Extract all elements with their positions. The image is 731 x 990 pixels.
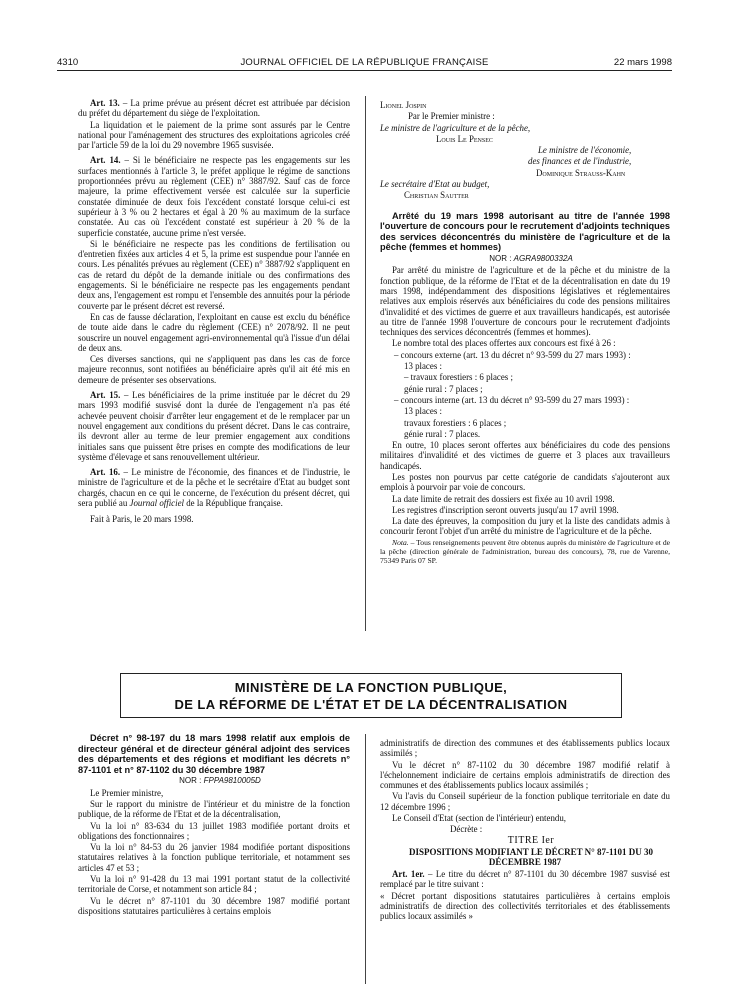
page-number: 4310 [57, 57, 79, 68]
titre-subheading: DISPOSITIONS MODIFIANT LE DÉCRET N° 87-1101 DU 30 DÉCEMBRE 1987 [408, 846, 654, 868]
header-rule [57, 70, 672, 71]
signatory-role-economie: Le ministre de l'économie, [538, 145, 632, 156]
decret-title: Décret n° 98-197 du 18 mars 1998 relatif aux emplois de directeur général et de directeur général adjoint des services des départements et des régions et modifiant les décrets n° 87-1101 et n° 87-1102 du 30 décembre 1987 [78, 733, 350, 775]
column-top-right [380, 100, 670, 566]
art15-paragraph: Art. 15. – Les bénéficiaires de la prime instituée par le décret du 29 mars 1993 modifié susvisé dont la durée de l'engagement n'a pas été achevée peuvent choisir d'arrêter leur engagement et de le remplacer par un nouvel engagement aux conditions du présent décret. Dans le cas contraire, ils devront aller au terme de leur premier engagement aux conditions initiales sans que puissent être prises en compte des modifications de leur système d'élevage et sans renouvellement ultérieur. [78, 390, 350, 462]
arrete-paragraph-3: En outre, 10 places seront offertes aux bénéficiaires du code des pensions militaires d'invalidité et des victimes de guerre et 3 places aux travailleurs handicapés. [380, 440, 670, 471]
art14-paragraph-4: Ces diverses sanctions, qui ne s'appliquent pas dans les cas de force majeure reconnus, sont notifiées au bénéficiaire après qu'il ait été mis en demeure de présenter ses observations. [78, 354, 350, 385]
arrete-list-item: génie rural : 7 places ; [404, 383, 483, 394]
signature-block [380, 100, 670, 201]
signatory-agriculture: Louis Le Pensec [436, 133, 493, 144]
ministry-banner-line-2: DE LA RÉFORME DE L'ÉTAT ET DE LA DÉCENTRALISATION [174, 697, 568, 712]
decrete: Décrète : [450, 824, 483, 835]
art13-paragraph-2: La liquidation et le paiement de la prime sont assurés par le Centre national pour l'aménagement des structures des exploitations agricoles créé par l'article 59 de la loi du 29 novembre 1965 susvisée. [78, 119, 350, 151]
fait-a-paris: Fait à Paris, le 20 mars 1998. [90, 514, 194, 525]
decret-visa: Vu le décret n° 87-1101 du 30 décembre 1987 modifié portant dispositions statutaires particulières à certains emplois [78, 895, 350, 916]
column-bottom-left [78, 733, 350, 917]
art16-paragraph: Art. 16. – Le ministre de l'économie, des finances et de l'industrie, le ministre de l'agriculture et de la pêche et le secrétaire d'Etat au budget sont chargés, chacun en ce qui le concerne, de l'exécution du présent décret, qui sera publié au Journal officiel de la République française. [78, 467, 350, 508]
decret-visa: Le Conseil d'Etat (section de l'intérieur) entendu, [392, 813, 566, 824]
page-header [57, 57, 672, 71]
art14-paragraph-2: Si le bénéficiaire ne respecte pas les conditions de fertilisation ou d'entretien fixées aux articles 4 et 5, la prime est suspendue pour l'année en cours. Les pénalités prévues au règlement (CEE) n° 3887/92 s'appliquent en cas de retard du dépôt de la demande initiale ou des confirmations des engagements. Si le bénéficiaire ne respecte pas les engagements pendant deux ans, l'engagement est rompu et l'ensemble des annuités pour la période couverte par le présent décret est reversé. [78, 238, 350, 311]
column-bottom-right [380, 738, 670, 922]
issue-date: 22 mars 1998 [613, 57, 672, 68]
arrete-list-item: – concours externe (art. 13 du décret n° 93-599 du 27 mars 1993) : [394, 349, 631, 360]
arrete-paragraph-2: Le nombre total des places offertes aux concours est fixé à 26 : [392, 338, 616, 349]
arrete-list-item: génie rural : 7 places. [404, 428, 481, 439]
decret-visa: Vu la loi n° 83-634 du 13 juillet 1983 modifiée portant droits et obligations des fonctionnaires ; [78, 820, 350, 841]
arrete-nota: Nota. – Tous renseignements peuvent être obtenus auprès du ministère de l'agriculture et de la pêche (direction générale de l'administration, bureau des concours), 78, rue de Varenne, 75349 Paris 07 SP. [380, 537, 670, 565]
decret-visa: Vu la loi n° 91-428 du 13 mai 1991 portant statut de la collectivité territoriale de Corse, et notamment son article 84 ; [78, 874, 350, 895]
decret-nor: NOR : FPPA9810005D [179, 776, 261, 786]
arrete-paragraph-5: La date limite de retrait des dossiers est fixée au 10 avril 1998. [392, 493, 615, 504]
journal-title: JOURNAL OFFICIEL DE LA RÉPUBLIQUE FRANÇAISE [240, 57, 489, 68]
signatory-role-economie-2: des finances et de l'industrie, [528, 156, 632, 167]
ministry-banner-line-1: MINISTÈRE DE LA FONCTION PUBLIQUE, [234, 680, 508, 695]
arrete-list-item: 13 places : [404, 361, 442, 372]
decret-visa: Vu le décret n° 87-1102 du 30 décembre 1987 modifié relatif à l'échelonnement indiciaire de certains emplois administratifs de direction des communes et des établissements publics locaux assimilés ; [380, 759, 670, 791]
art14-paragraph: Art. 14. – Si le bénéficiaire ne respecte pas les engagements sur les surfaces mentionnés à l'article 3, le préfet applique le régime de sanctions proportionnées prévu au règlement (CEE) n° 3887/92. Sauf cas de force majeure, la prime effectivement versée est calculée sur la superficie constatée diminuée de deux fois l'excédent constaté lorsque celui-ci est supérieur à 3 % ou 2 hectares et égal à 20 % au maximum de la surface constatée. Au cas où l'excédent constaté est supérieur à 20 % de la superficie constatée, aucune prime n'est versée. [78, 155, 350, 238]
decret-visa: Vu l'avis du Conseil supérieur de la fonction publique territoriale en date du 12 décembre 1996 ; [380, 791, 670, 812]
decret-visa: Vu la loi n° 84-53 du 26 janvier 1984 modifiée portant dispositions statutaires relatives à la fonction publique territoriale, et notamment ses articles 47 et 53 ; [78, 842, 350, 873]
art14-paragraph-3: En cas de fausse déclaration, l'exploitant en cause est exclu du bénéfice de toute aide dans le cadre du règlement (CEE) n° 2078/92. Il ne peut souscrire un nouvel engagement agri-environnemental qu'à l'issue d'un délai de deux ans. [78, 311, 350, 353]
arrete-paragraph-4: Les postes non pourvus par cette catégorie de candidats s'ajouteront aux emplois à pourvoir par voie de concours. [380, 471, 670, 493]
signatory-budget: Christian Sautter [404, 190, 469, 201]
arrete-paragraph-6: Les registres d'inscription seront ouverts jusqu'au 17 avril 1998. [392, 504, 619, 515]
arrete-list-item: – concours interne (art. 13 du décret n° 93-599 du 27 mars 1993) : [394, 394, 630, 405]
column-divider-bottom [365, 734, 366, 984]
signatory-role-budget: Le secrétaire d'Etat au budget, [380, 179, 490, 190]
ministry-banner [120, 673, 622, 718]
signatory-economie: Dominique Strauss-Kahn [536, 167, 626, 178]
arrete-list-item: – travaux forestiers : 6 places ; [404, 372, 513, 383]
decret-paragraph: Sur le rapport du ministre de l'intérieur et du ministre de la fonction publique, de la réforme de l'Etat et de la décentralisation, [78, 798, 350, 820]
arrete-nor: NOR : AGRA9800332A [489, 254, 573, 264]
signatory-role-agriculture: Le ministre de l'agriculture et de la pêche, [380, 122, 531, 133]
article-1-quote: « Décret portant dispositions statutaires particulières à certains emplois administratifs de direction des collectivités territoriales et des établissements publics locaux assimilés » [380, 890, 670, 922]
signatory-par: Par le Premier ministre : [408, 111, 495, 122]
decret-visa-continued: administratifs de direction des communes et des établissements publics locaux assimilés ; [380, 738, 670, 759]
article-1: Art. 1er. – Le titre du décret n° 87-1101 du 30 décembre 1987 susvisé est remplacé par le titre suivant : [380, 868, 670, 890]
column-top-left [78, 98, 350, 526]
signatory-pm: Lionel Jospin [380, 100, 427, 110]
arrete-list-item: 13 places : [404, 406, 442, 417]
column-divider-top [365, 96, 366, 631]
titre-heading: TITRE Ier [507, 834, 555, 846]
arrete-paragraph-7: La date des épreuves, la composition du jury et la liste des candidats admis à concourir feront l'objet d'un arrêté du ministre de l'agriculture et de la pêche. [380, 516, 670, 537]
arrete-paragraph-1: Par arrêté du ministre de l'agriculture et de la pêche et du ministre de la fonction publique, de la réforme de l'Etat et de la décentralisation en date du 19 mars 1998, indépendamment des dispositions législatives et réglementaires relatives aux emplois réservés aux bénéficiaires du code des pensions militaires d'invalidité et des victimes de guerre et aux travailleurs handicapés, est autorisée au titre de l'année 1998 l'ouverture de concours pour le recrutement d'adjoints techniques des services déconcentrés (femmes et hommes). [380, 265, 670, 338]
arrete-title: Arrêté du 19 mars 1998 autorisant au titre de l'année 1998 l'ouverture de concours pour le recrutement d'adjoints techniques des services déconcentrés du ministère de l'agriculture et de la pêche (femmes et hommes) [380, 210, 670, 253]
arrete-list-item: travaux forestiers : 6 places ; [404, 417, 507, 428]
decret-paragraph: Le Premier ministre, [90, 787, 164, 798]
art13-paragraph: Art. 13. – La prime prévue au présent décret est attribuée par décision du préfet du département du siège de l'exploitation. [78, 98, 351, 119]
